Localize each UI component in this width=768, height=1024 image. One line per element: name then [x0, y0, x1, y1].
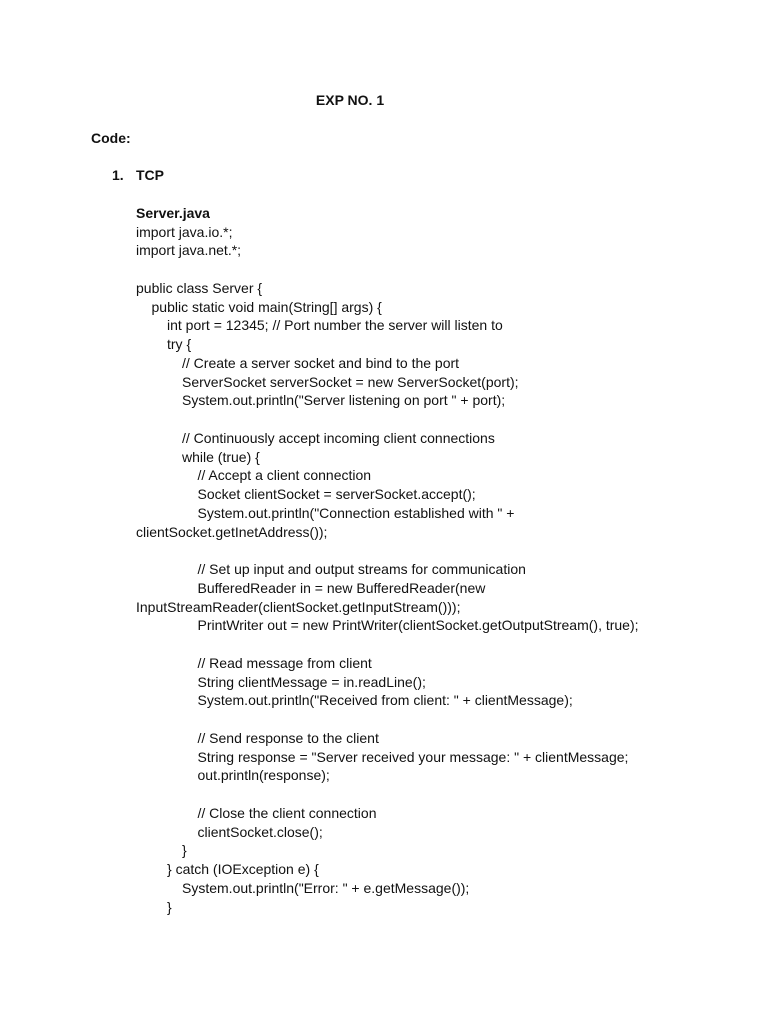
section-label: Code:: [91, 130, 131, 146]
code-line: import java.net.*;: [136, 242, 242, 259]
code-line: InputStreamReader(clientSocket.getInputStream()));: [136, 598, 461, 615]
code-line: while (true) {: [182, 448, 260, 465]
code-line: [136, 785, 736, 804]
list-item-title: TCP: [136, 167, 164, 183]
code-line: public static void main(String[] args) {: [151, 298, 382, 315]
code-line: // Read message from client: [197, 654, 372, 671]
code-line: ServerSocket serverSocket = new ServerSocket(port);: [182, 373, 519, 390]
code-line: clientSocket.close();: [197, 823, 323, 840]
code-line: try {: [167, 336, 192, 352]
list-marker: 1.: [112, 167, 124, 183]
code-line: public class Server {: [136, 279, 263, 296]
code-line: // Continuously accept incoming client connections: [182, 429, 495, 446]
code-line: // Set up input and output streams for communication: [197, 561, 526, 577]
code-line: [136, 260, 736, 279]
code-line: System.out.println("Server listening on port " + port);: [182, 392, 506, 409]
code-line: out.println(response);: [197, 767, 330, 784]
code-line: String clientMessage = in.readLine();: [197, 673, 426, 690]
page-title: EXP NO. 1: [315, 92, 385, 108]
code-line: PrintWriter out = new PrintWriter(clientSocket.getOutputStream(), true);: [197, 617, 639, 634]
code-line: }: [182, 842, 187, 859]
code-line: System.out.println("Error: " + e.getMessage());: [182, 879, 470, 896]
code-line: } catch (IOException e) {: [167, 861, 319, 877]
code-line: int port = 12345; // Port number the server will listen to: [167, 317, 503, 334]
code-block: [136, 223, 736, 917]
code-line: clientSocket.getInetAddress());: [136, 523, 328, 540]
code-line: BufferedReader in = new BufferedReader(new: [197, 579, 486, 596]
code-line: [136, 710, 736, 729]
code-line: String response = "Server received your message: " + clientMessage;: [197, 748, 629, 765]
code-line: // Accept a client connection: [197, 467, 372, 484]
code-line: // Send response to the client: [197, 729, 379, 746]
code-line: // Create a server socket and bind to the port: [182, 354, 460, 371]
code-line: [136, 541, 736, 560]
code-line: import java.io.*;: [136, 223, 233, 240]
code-filename: Server.java: [136, 205, 210, 221]
code-line: }: [167, 898, 172, 915]
code-line: Socket clientSocket = serverSocket.accept();: [197, 486, 476, 502]
code-line: System.out.println("Received from client: " + clientMessage);: [197, 692, 573, 709]
code-line: System.out.println("Connection established with " +: [197, 504, 515, 521]
code-line: // Close the client connection: [197, 804, 377, 821]
code-line: [136, 410, 736, 429]
code-line: [136, 635, 736, 654]
